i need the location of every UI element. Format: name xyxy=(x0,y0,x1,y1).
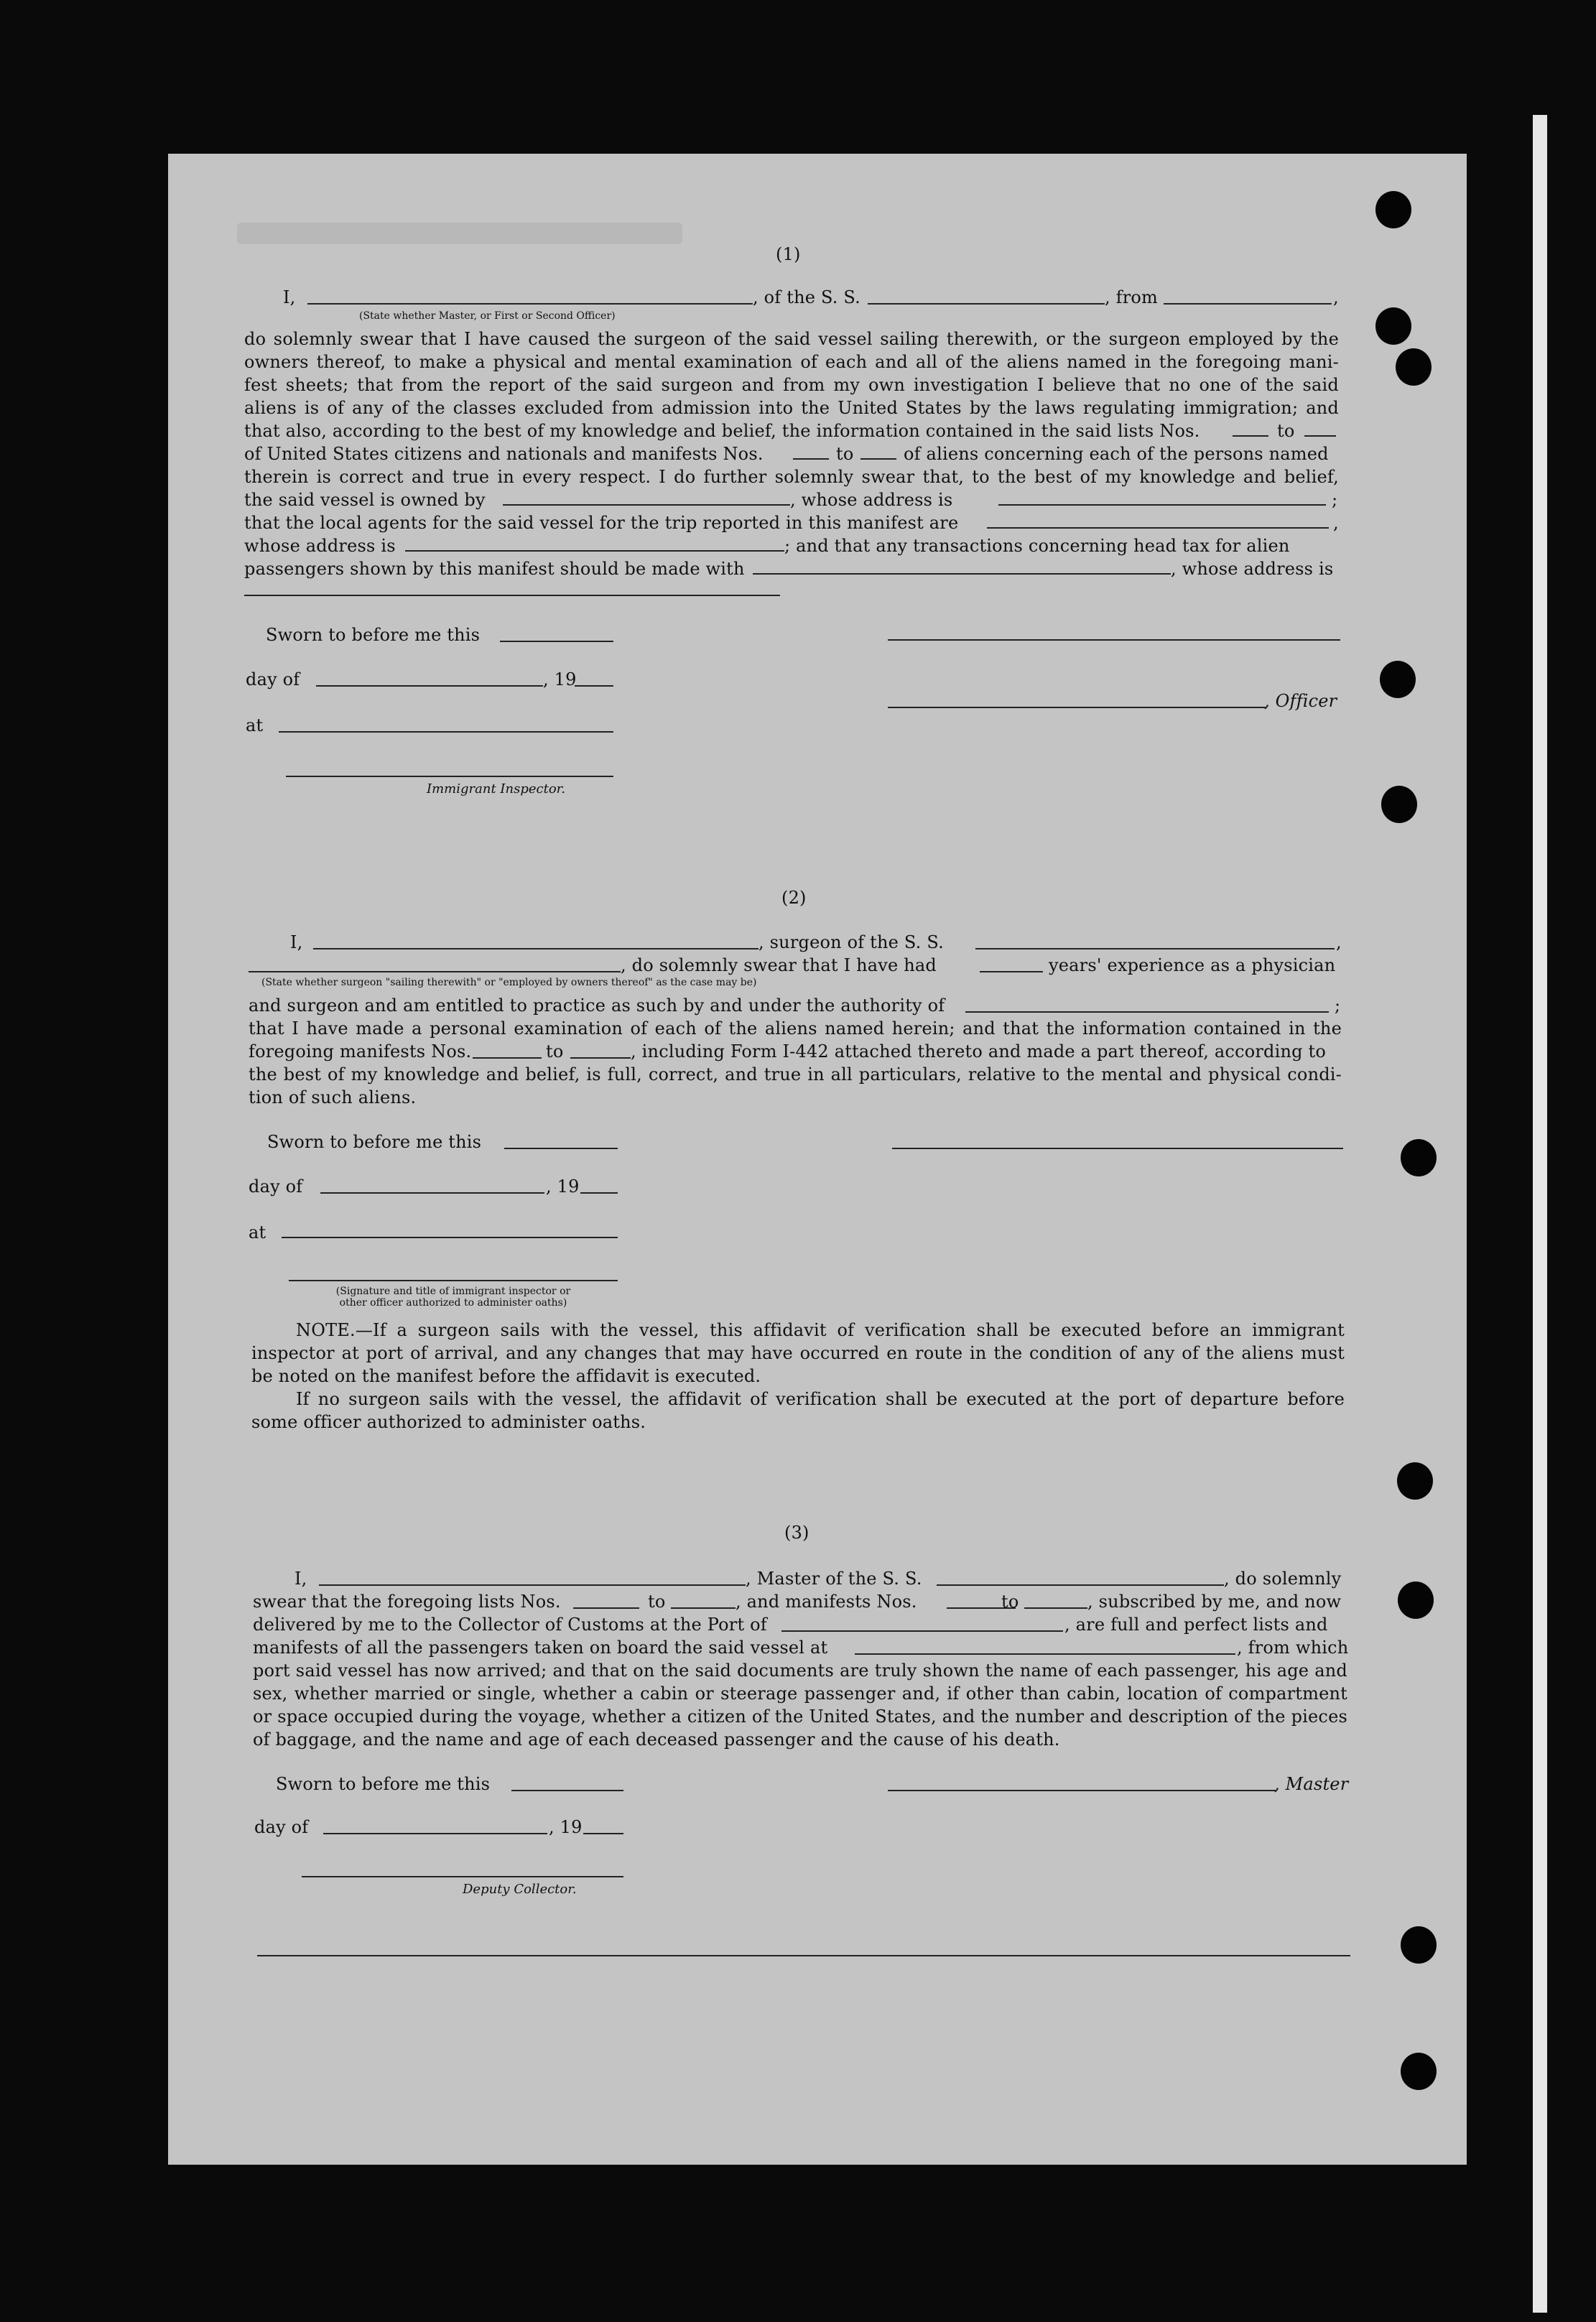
s1-line1-of-ss: , of the S. S. xyxy=(753,287,861,307)
section-1-number: (1) xyxy=(776,244,801,264)
s1-para-line4: aliens is of any of the classes excluded from admission into the United States by the laws regulating immigration; and xyxy=(244,398,1339,418)
s3-para-line1: swear that the foregoing lists Nos. xyxy=(253,1592,561,1612)
s1-headtax-with-blank xyxy=(753,573,1171,575)
s1-dayof-label: day of xyxy=(246,669,300,689)
s1-agents-label: that the local agents for the said vessel for the trip reported in this manifest are xyxy=(244,513,959,533)
binder-hole xyxy=(1401,1926,1437,1964)
s1-agents-blank xyxy=(987,527,1329,529)
s2-at-label: at xyxy=(249,1222,266,1243)
s1-headtax-address-blank xyxy=(244,595,780,596)
s1-line1-comma: , xyxy=(1333,287,1339,307)
binder-hole xyxy=(1401,1139,1437,1176)
s2-vessel-blank xyxy=(975,948,1335,949)
s1-para-line5-to: to xyxy=(1277,421,1295,441)
s3-master-name-blank xyxy=(319,1584,746,1586)
s1-sworn-label: Sworn to before me this xyxy=(266,625,481,645)
s1-officer-signature-blank xyxy=(888,707,1266,708)
s2-manifests-to-blank xyxy=(570,1057,631,1059)
s1-officer-name-blank xyxy=(307,303,753,305)
s3-para-line6: or space occupied during the voyage, whether a citizen of the United States, and the number and description of the pieces xyxy=(253,1706,1347,1727)
binder-hole xyxy=(1396,348,1432,386)
s1-manifests-from-blank xyxy=(793,458,829,460)
s1-officer-label: , Officer xyxy=(1264,691,1337,711)
section-2-number: (2) xyxy=(781,888,807,908)
s1-line1-from: , from xyxy=(1105,287,1159,307)
s3-vessel-blank xyxy=(937,1584,1224,1586)
s3-year-label: , 19 xyxy=(549,1817,583,1837)
s3-para-line5: sex, whether married or single, whether a cabin or steerage passenger and, if other than cabin, location of compartment xyxy=(253,1684,1347,1704)
s2-officer-signature-blank xyxy=(289,1280,618,1281)
s1-owner-semicolon: ; xyxy=(1332,490,1338,510)
s2-year-label: , 19 xyxy=(546,1176,580,1197)
s2-surgeon-note: (State whether surgeon "sailing therewith" or "employed by owners thereof" as the case may be) xyxy=(261,977,757,988)
s1-manifests-to-blank xyxy=(860,458,896,460)
s1-para-line6-end: of aliens concerning each of the persons named xyxy=(904,444,1329,464)
s3-manifests-to-blank xyxy=(1024,1607,1087,1609)
s1-signature-blank xyxy=(888,639,1340,641)
s3-master-label: , Master xyxy=(1274,1774,1349,1794)
s2-line2-years: years' experience as a physician xyxy=(1049,955,1336,975)
s1-inspector-signature-blank xyxy=(286,776,613,777)
s2-signature-blank xyxy=(892,1148,1343,1149)
s1-dayof-blank xyxy=(316,685,543,687)
s3-lists-from-blank xyxy=(573,1607,639,1609)
s2-sworn-date-blank xyxy=(504,1148,618,1149)
s1-agents-address-label: whose address is xyxy=(244,536,396,556)
s1-owner-label: the said vessel is owned by xyxy=(244,490,486,510)
binder-hole xyxy=(1401,2053,1437,2090)
s3-para-line3-end: , from which xyxy=(1237,1638,1349,1658)
s1-para-line5: that also, according to the best of my knowledge and belief, the information contained in the said lists Nos. xyxy=(244,421,1200,441)
s1-owner-address-label: , whose address is xyxy=(790,490,953,510)
s1-para-line6: of United States citizens and nationals and manifests Nos. xyxy=(244,444,764,464)
s1-headtax-with-label: passengers shown by this manifest should be made with xyxy=(244,559,745,579)
s1-sworn-date-blank xyxy=(500,641,613,642)
s3-para-line1-end: , subscribed by me, and now xyxy=(1087,1592,1342,1612)
binder-hole xyxy=(1380,661,1416,698)
s3-dayof-label: day of xyxy=(254,1817,309,1837)
s3-embark-port-blank xyxy=(855,1653,1235,1655)
section-3-number: (3) xyxy=(784,1523,809,1543)
s2-surgeon-status-blank xyxy=(249,971,621,972)
binder-hole xyxy=(1397,1462,1433,1500)
s1-agents-comma: , xyxy=(1333,513,1339,533)
s2-note-line1: NOTE.—If a surgeon sails with the vessel, this affidavit of verification shall be executed before an immigrant xyxy=(296,1320,1345,1340)
s2-note-line5: some officer authorized to administer oaths. xyxy=(251,1412,646,1432)
s3-para-line7: of baggage, and the name and age of each deceased passenger and the cause of his death. xyxy=(253,1729,1060,1750)
binder-hole xyxy=(1375,191,1411,228)
s3-para-line1-to: to xyxy=(648,1592,666,1612)
s2-signature-note-1: (Signature and title of immigrant inspector or xyxy=(335,1286,571,1297)
s1-owner-address-blank xyxy=(998,504,1326,506)
s1-line1-i: I, xyxy=(283,287,296,307)
s1-para-line1: do solemnly swear that I have caused the surgeon of the said vessel sailing therewith, or the surgeon employed by the xyxy=(244,329,1339,349)
s3-para-line1-manifests: , and manifests Nos. xyxy=(736,1592,917,1612)
s2-surgeon-name-blank xyxy=(313,948,758,949)
s1-headtax-address-label: , whose address is xyxy=(1171,559,1334,579)
s2-sworn-label: Sworn to before me this xyxy=(267,1132,482,1152)
s2-manifests-from-blank xyxy=(473,1057,542,1059)
s3-para-line1-to2: to xyxy=(1001,1592,1019,1612)
s1-inspector-label: Immigrant Inspector. xyxy=(427,781,566,797)
s3-master-signature-blank xyxy=(888,1790,1276,1791)
s3-dayof-blank xyxy=(323,1833,547,1834)
s2-year-blank xyxy=(580,1192,618,1194)
s1-para-line2: owners thereof, to make a physical and mental examination of each and all of the aliens named in the foregoing mani- xyxy=(244,352,1339,372)
s1-year-blank xyxy=(575,685,613,687)
s2-dayof-label: day of xyxy=(249,1176,303,1197)
s2-para-line3-end: , including Form I-442 attached thereto and made a part thereof, according to xyxy=(631,1041,1327,1062)
s2-para-line1-end: ; xyxy=(1335,995,1341,1016)
s1-at-label: at xyxy=(246,715,264,735)
s2-signature-note-2: other officer authorized to administer oaths) xyxy=(339,1297,567,1309)
s3-port-blank xyxy=(781,1630,1063,1632)
s2-note-line4: If no surgeon sails with the vessel, the affidavit of verification shall be executed at the port of departure before xyxy=(296,1389,1345,1409)
s3-para-line2: delivered by me to the Collector of Customs at the Port of xyxy=(253,1615,767,1635)
s2-line1-comma: , xyxy=(1336,932,1342,952)
s1-port-blank xyxy=(1164,303,1332,305)
s1-at-blank xyxy=(279,731,613,733)
s2-line2-swear: , do solemnly swear that I have had xyxy=(621,955,937,975)
s1-vessel-blank xyxy=(868,303,1105,305)
s2-para-line1: and surgeon and am entitled to practice as such by and under the authority of xyxy=(249,995,945,1016)
bottom-rule xyxy=(257,1955,1350,1956)
s1-para-line6-to: to xyxy=(836,444,854,464)
s3-para-line3: manifests of all the passengers taken on board the said vessel at xyxy=(253,1638,828,1658)
s2-at-blank xyxy=(282,1237,618,1238)
s1-lists-from-blank xyxy=(1233,435,1268,437)
binder-hole xyxy=(1375,307,1411,345)
s1-year-label: , 19 xyxy=(543,669,577,689)
s3-deputy-signature-blank xyxy=(302,1876,623,1877)
s1-lists-to-blank xyxy=(1304,435,1336,437)
s2-years-blank xyxy=(980,971,1043,972)
s3-para-line4: port said vessel has now arrived; and that on the said documents are truly shown the name of each passenger, his age and xyxy=(253,1661,1347,1681)
s3-sworn-label: Sworn to before me this xyxy=(276,1774,491,1794)
s1-owner-blank xyxy=(503,504,790,506)
s1-para-line3: fest sheets; that from the report of the said surgeon and from my own investigation I believe that no one of the said xyxy=(244,375,1339,395)
s1-para-line7: therein is correct and true in every respect. I do further solemnly swear that, to the best of my knowledge and belief, xyxy=(244,467,1339,487)
s3-line1-i: I, xyxy=(294,1569,307,1589)
binder-hole xyxy=(1381,786,1417,823)
s2-note-line2: inspector at port of arrival, and any changes that may have occurred en route in the condition of any of the aliens must xyxy=(251,1343,1345,1363)
film-edge-strip xyxy=(1533,115,1547,2313)
s3-year-blank xyxy=(583,1833,623,1834)
s3-deputy-label: Deputy Collector. xyxy=(463,1882,577,1897)
binder-hole xyxy=(1398,1582,1434,1619)
s2-authority-blank xyxy=(965,1011,1329,1013)
bleed-through-heading xyxy=(237,223,682,244)
s2-para-line3: foregoing manifests Nos. xyxy=(249,1041,472,1062)
s2-note-line3: be noted on the manifest before the affidavit is executed. xyxy=(251,1366,761,1386)
s2-line1-i: I, xyxy=(290,932,303,952)
s1-headtax-line: ; and that any transactions concerning head tax for alien xyxy=(784,536,1290,556)
s2-para-line2: that I have made a personal examination of each of the aliens named herein; and that the information contained in the xyxy=(249,1018,1342,1039)
s3-lists-to-blank xyxy=(671,1607,736,1609)
s3-line1-master: , Master of the S. S. xyxy=(746,1569,922,1589)
s2-para-line5: tion of such aliens. xyxy=(249,1087,417,1107)
s3-line1-end: , do solemnly xyxy=(1224,1569,1342,1589)
s3-para-line2-end: , are full and perfect lists and xyxy=(1064,1615,1328,1635)
s2-para-line4: the best of my knowledge and belief, is full, correct, and true in all particulars, relative to the mental and physical condi- xyxy=(249,1064,1342,1085)
s2-para-line3-to: to xyxy=(546,1041,564,1062)
s2-line1-surgeon: , surgeon of the S. S. xyxy=(758,932,944,952)
s3-sworn-date-blank xyxy=(511,1790,623,1791)
s1-officer-note: (State whether Master, or First or Second Officer) xyxy=(359,310,616,322)
s2-dayof-blank xyxy=(320,1192,544,1194)
s1-agents-address-blank xyxy=(405,550,784,552)
